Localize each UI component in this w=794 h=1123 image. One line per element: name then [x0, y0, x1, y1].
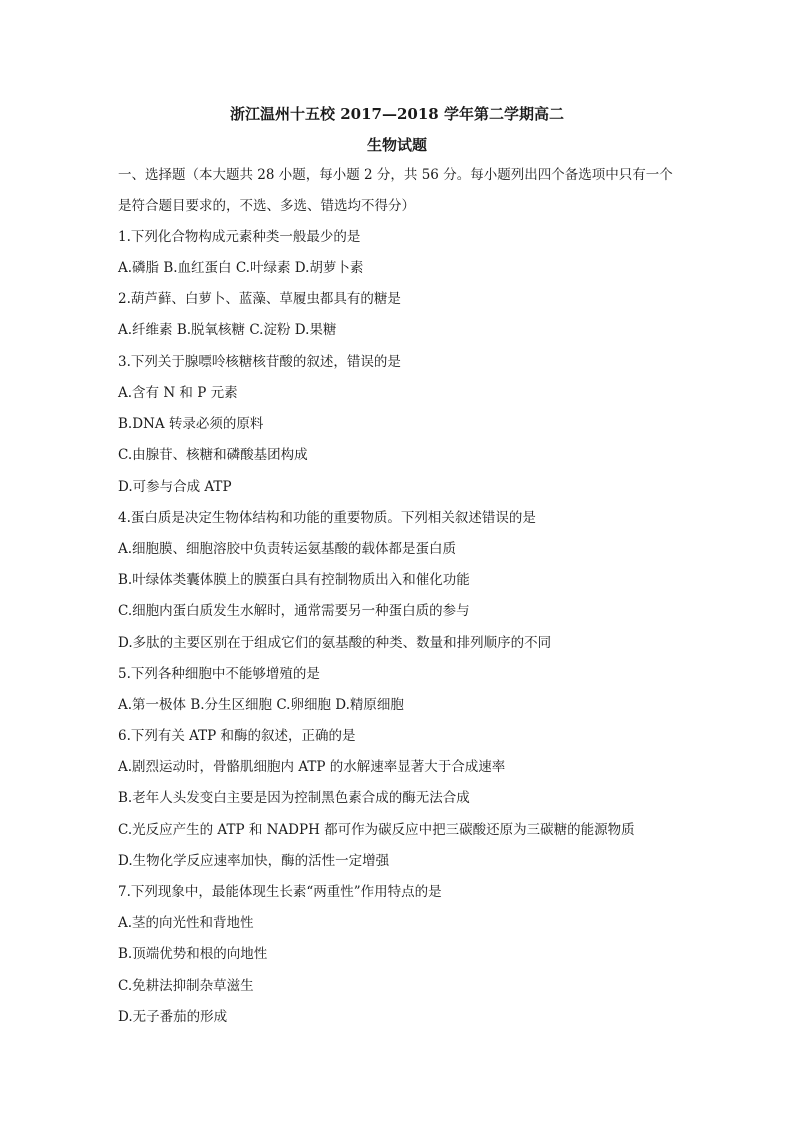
section-heading-line-2: 是符合题目要求的，不选、多选、错选均不得分）	[118, 198, 415, 214]
question-1-options: A.磷脂 B.血红蛋白 C.叶绿素 D.胡萝卜素	[118, 260, 364, 276]
question-6-option-c: C.光反应产生的 ATP 和 NADPH 都可作为碳反应中把三碳酸还原为三碳糖的能源物质	[118, 822, 635, 838]
question-4-option-b: B.叶绿体类囊体膜上的膜蛋白具有控制物质出入和催化功能	[118, 572, 470, 588]
question-6-option-d: D.生物化学反应速率加快，酶的活性一定增强	[118, 853, 390, 869]
exam-title: 浙江温州十五校 2017—2018 学年第二学期高二	[230, 105, 564, 123]
question-4-option-c: C.细胞内蛋白质发生水解时，通常需要另一种蛋白质的参与	[118, 603, 470, 619]
question-1-stem: 1.下列化合物构成元素种类一般最少的是	[118, 229, 361, 245]
section-heading-line-1: 一、选择题（本大题共 28 小题，每小题 2 分，共 56 分。每小题列出四个备选项中只有一个	[118, 167, 673, 183]
question-3-option-a: A.含有 N 和 P 元素	[118, 385, 238, 401]
question-7-option-c: C.免耕法抑制杂草滋生	[118, 978, 254, 994]
question-4-option-a: A.细胞膜、细胞溶胶中负责转运氨基酸的载体都是蛋白质	[118, 541, 457, 557]
question-7-option-d: D.无子番茄的形成	[118, 1009, 228, 1025]
question-6-option-a: A.剧烈运动时，骨骼肌细胞内 ATP 的水解速率显著大于合成速率	[118, 759, 506, 775]
exam-subtitle: 生物试题	[366, 136, 427, 154]
question-3-stem: 3.下列关于腺嘌呤核糖核苷酸的叙述，错误的是	[118, 354, 401, 370]
question-3-option-b: B.DNA 转录必须的原料	[118, 416, 264, 432]
question-7-option-a: A.茎的向光性和背地性	[118, 915, 254, 931]
question-3-option-d: D.可参与合成 ATP	[118, 479, 232, 495]
question-6-stem: 6.下列有关 ATP 和酶的叙述，正确的是	[118, 728, 356, 744]
question-6-option-b: B.老年人头发变白主要是因为控制黑色素合成的酶无法合成	[118, 790, 470, 806]
question-2-stem: 2.葫芦藓、白萝卜、蓝藻、草履虫都具有的糖是	[118, 291, 401, 307]
question-7-stem: 7.下列现象中，最能体现生长素“两重性”作用特点的是	[118, 884, 442, 900]
question-3-option-c: C.由腺苷、核糖和磷酸基团构成	[118, 447, 308, 463]
question-2-options: A.纤维素 B.脱氧核糖 C.淀粉 D.果糖	[118, 322, 337, 338]
question-7-option-b: B.顶端优势和根的向地性	[118, 946, 268, 962]
question-4-stem: 4.蛋白质是决定生物体结构和功能的重要物质。下列相关叙述错误的是	[118, 510, 536, 526]
question-4-option-d: D.多肽的主要区别在于组成它们的氨基酸的种类、数量和排列顺序的不同	[118, 635, 552, 651]
question-5-options: A.第一极体 B.分生区细胞 C.卵细胞 D.精原细胞	[118, 697, 404, 713]
question-5-stem: 5.下列各种细胞中不能够增殖的是	[118, 666, 320, 682]
